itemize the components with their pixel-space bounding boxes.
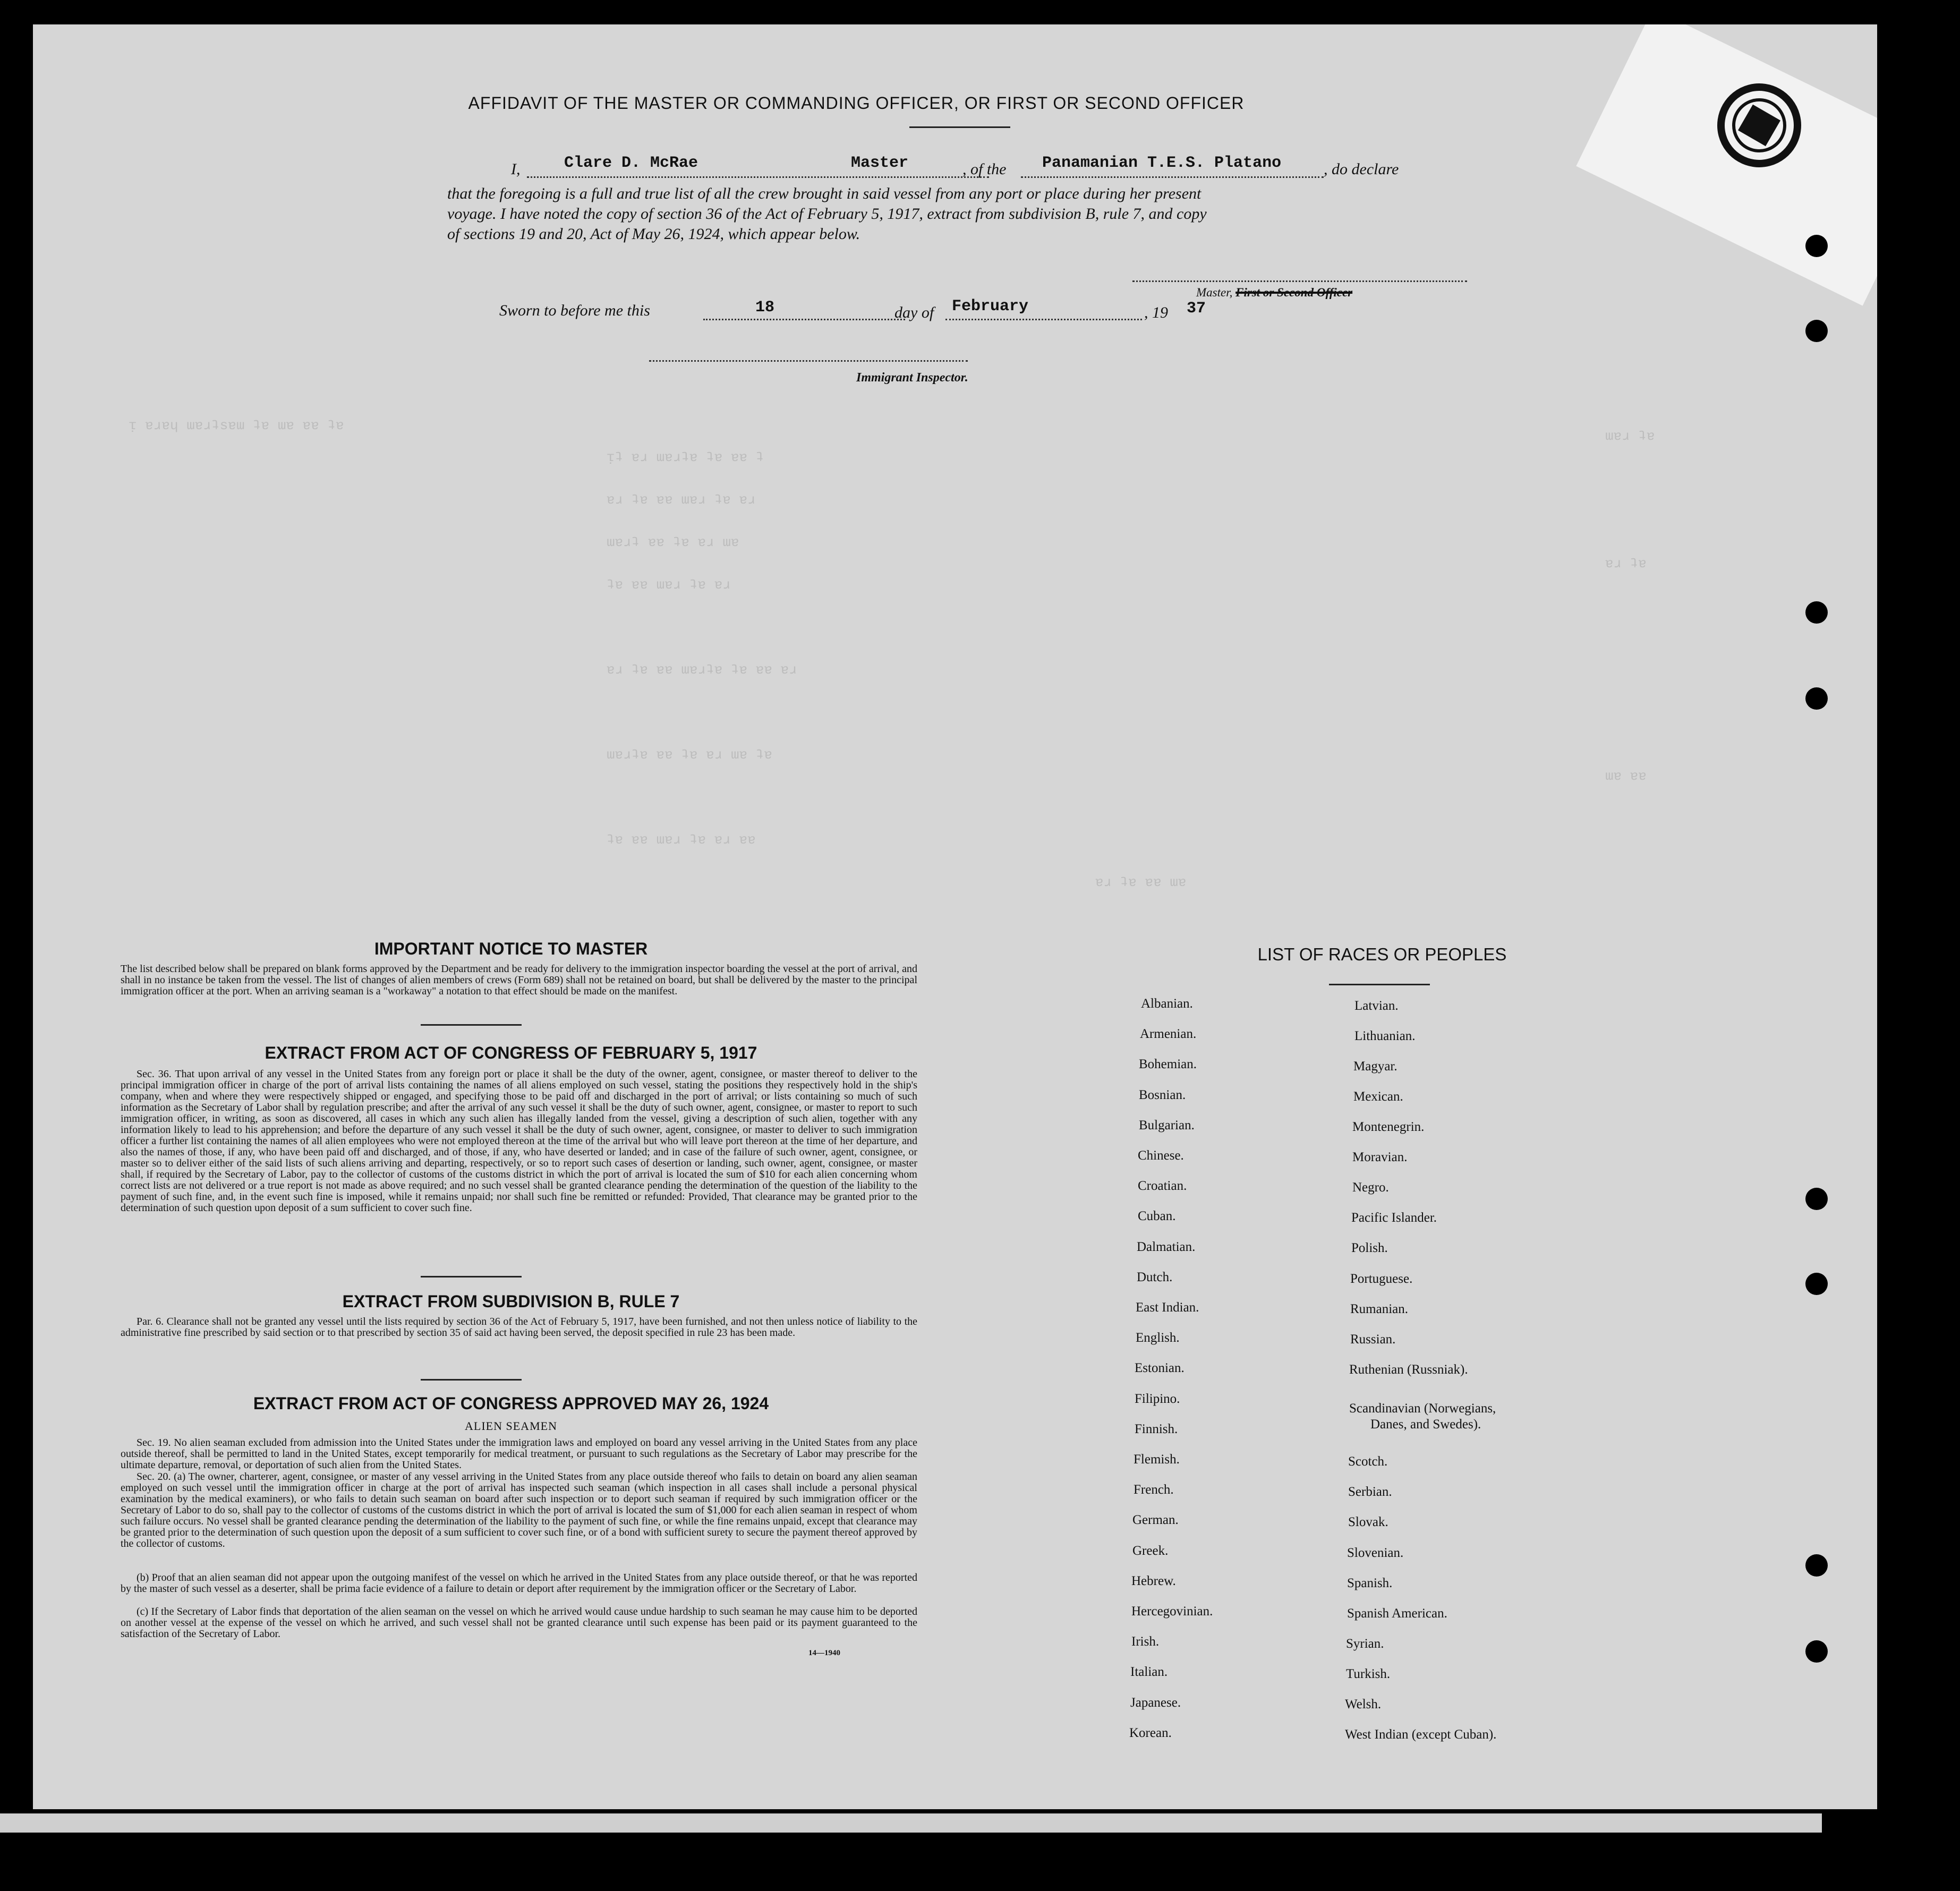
race-item: Slovenian. xyxy=(1347,1546,1404,1560)
race-item: Scotch. xyxy=(1348,1454,1388,1469)
form-code: 14—1940 xyxy=(808,1649,840,1657)
race-item: Flemish. xyxy=(1134,1452,1180,1467)
stamp-seal xyxy=(1706,78,1812,173)
bottom-edge-strip xyxy=(0,1813,1822,1833)
race-item: Mexican. xyxy=(1353,1089,1403,1104)
race-item: German. xyxy=(1132,1513,1179,1527)
race-item: East Indian. xyxy=(1136,1300,1199,1315)
race-item: Spanish American. xyxy=(1347,1606,1447,1621)
extract-1917-divider xyxy=(421,1276,522,1277)
sec20b-text: (b) Proof that an alien seaman did not appear upon the outgoing manifest of the vessel on which he arrived in the United States from any place outside thereof, or that he was reported by the master of such vessel as a deserter, shall be prima facie evidence of a failure to detain or deport after requirement by the immigration officer or the Secretary of Labor. xyxy=(121,1572,917,1595)
rule7-text: Par. 6. Clearance shall not be granted any vessel until the lists required by section 36 of the Act of February 5, 1917, have been furnished, and not then unless notice of liability to the administrative fine prescribed by said section or to that prescribed by section 35 of said act having been served, the deposit specified in rule 23 has been made. xyxy=(121,1316,917,1339)
inspector-caption: Immigrant Inspector. xyxy=(856,371,968,385)
extract-1924-title: EXTRACT FROM ACT OF CONGRESS APPROVED MAY 26, 1924 xyxy=(253,1394,769,1413)
master-name: Clare D. McRae xyxy=(564,154,698,172)
vessel-fill-line xyxy=(1021,176,1324,178)
race-item: Irish. xyxy=(1131,1634,1160,1649)
month-fill-line xyxy=(945,319,1142,320)
race-item: Polish. xyxy=(1351,1241,1388,1255)
race-item: Lithuanian. xyxy=(1354,1029,1416,1043)
race-item: Welsh. xyxy=(1345,1697,1382,1711)
race-item: Turkish. xyxy=(1346,1667,1391,1681)
vessel-name: Panamanian T.E.S. Platano xyxy=(1042,154,1282,172)
race-item: Russian. xyxy=(1350,1332,1396,1347)
rank: Master xyxy=(851,154,909,172)
race-item: Slovak. xyxy=(1348,1515,1388,1529)
document-page: ᴉ ɐɹɐɥ ɯɐɹʇsɐɯ ʇɐ ɯɐ ɐɐ ʇɐ ᴉʇ ɐɹ ɯɐɹʇɐ ʇɐ ɐɐ ʇ ɐɹ ʇɐ ɐɐ ɯɐɹ ʇɐ ɐɹ ɯɐɹʇ ɐɐ ʇɐ ɐɹ ɯɐ ʇɐ ɐɐ ɯɐɹ ʇɐ ɐɹ ɐɹ ʇɐ ɐɐ ɯɐɹʇɐ ʇɐ ɐɐ ɐɹ ɯɐɹʇɐ ɐɐ ʇɐ ɐɹ ɯɐ ʇɐ ʇɐ ɐɐ ɯɐɹ ʇɐ ɐɹ ɐɐ ɐɹ ʇɐ ɐɐ ɯɐ ɯɐɹ ʇɐ ɐɹ ʇɐ ɯɐ ɐɐ AFFIDAVIT OF THE MASTER OR COMMANDING OFFICER, OR FIRST OR SECOND OFFICER I, Clare D. McRae Master , of the Panamanian T.E.S. Platano , do declare that the foregoing is a full and true list of all the crew brought in said vessel from any port or place during her present voyage. I have noted the copy of section 36 of the Act of February 5, 1917, extract from subdivision B, rule 7, and copy of sections 19 and 20, Act of May 26, 1924, which appear below. Master, First or Second Officer Sworn to before me this 18 day of February , 19 37 Immigrant Inspector. IMPORTANT NOTICE TO MASTER The list described below shall be prepared on blank forms approved by the Department and be ready for delivery to the immigration inspector boarding the vessel at the port of arrival, and shall in no instance be taken from the vessel. The list of changes of alien members of crews (Form 689) shall not be retained on board, but shall be delivered by the master to the principal immigration officer at the port. When an arriving seaman is a "workaway" a notation to that effect should be made on the manifest. EXTRACT FROM ACT OF CONGRESS OF FEBRUARY 5, 1917 Sec. 36. That upon arrival of any vessel in the United States from any foreign port or place it shall be the duty of the owner, agent, consignee, or master thereof to deliver to the principal immigration officer in charge of the port of arrival lists containing the names of all aliens employed on such vessel, stating the positions they respectively hold in the ship's company, when and where they were respectively shipped or engaged, and specifying those to be paid off and discharged in the port of arrival; or lists containing so much of such information as the Secretary of Labor shall by regulation prescribe; and after the arrival of any such vessel it shall be the duty of such owner, agent, consignee, or master to report to such immigration officer, in writing, as soon as discovered, all cases in which any such alien has illegally landed from the vessel, giving a description of such alien, together with any information likely to lead to his apprehension; and before the departure of any such vessel it shall be the duty of such owner, agent, consignee, or master to deliver to such immigration officer a further list containing the names of all alien employees who were not employed thereon at the time of the arrival but who will leave port thereon at the time of her departure, and also the names of those, if any, who have been paid off and discharged, and of those, if any, who have deserted or landed; and in case of the failure of such owner, agent, consignee, or master so to deliver either of the said lists of such aliens arriving and departing, respectively, or so to report such cases of desertion or landing, such owner, agent, consignee, or master shall, if required by the Secretary of Labor, pay to the collector of customs of the customs district in which the port of arrival is located the sum of $10 for each alien concerning whom correct lists are not delivered or a true report is not made as above required; and no such vessel shall be granted clearance pending the determination of the question of the liability to the payment of such fine, and, in the event such fine is imposed, while it remains unpaid; nor shall such fine be remitted or refunded: Provided, That clearance may be granted prior to the determination of such question upon deposit of a sum sufficient to cover such fine. EXTRACT FROM SUBDIVISION B, RULE 7 Par. 6. Clearance shall not be granted any vessel until the lists required by section 36 of the Act of February 5, 1917, have been furnished, and not then unless notice of liability to the administrative fine prescribed by said section or to that prescribed by section 35 of said act having been served, the deposit specified in rule 23 has been made. EXTRACT FROM ACT OF CONGRESS APPROVED MAY 26, 1924 ALIEN SEAMEN Sec. 19. No alien seaman excluded from admission into the United States under the immigration laws and employed on board any vessel arriving in the United States from any place outside thereof, shall be permitted to land in the United States, except temporarily for medical treatment, or pursuant to such regulations as the Secretary of Labor may prescribe for the ultimate departure, removal, or deportation of such alien from the United States. Sec. 20. (a) The owner, charterer, agent, consignee, or master of any vessel arriving in the United States from any place outside thereof who fails to detain on board any alien seaman employed on such vessel until the immigration officer in charge at the port of arrival has inspected such seaman (which inspection in all cases shall include a personal physical examination by the medical examiners), or who fails to detain such seaman on board after such inspection or to deport such seaman if required by such immigration officer or the Secretary of Labor to do so, shall pay to the collector of customs of the customs district in which the port of arrival is located the sum of $1,000 for each alien seaman in respect of whom such failure occurs. No vessel shall be granted clearance pending the determination of the liability to the payment of such fine, or while the fine remains unpaid, except that clearance may be granted prior to the determination of such question upon the deposit of a sum sufficient to cover such fine, or of a bond with sufficient surety to secure the payment thereof approved by the collector of customs. (b) Proof that an alien seaman did not appear upon the outgoing manifest of the vessel on which he arrived in the United States from any place outside thereof, or that he was reported by the master of such vessel as a deserter, shall be prima facie evidence of a failure to detain or deport after requirement by the immigration officer or the Secretary of Labor. (c) If the Secretary of Labor finds that deportation of the alien seaman on the vessel on which he arrived would cause undue hardship to such seaman he may cause him to be deported on another vessel at the expense of the vessel on which he arrived, and such vessel shall not be granted clearance until such expense has been paid or its payment guaranteed to the satisfaction of the Secretary of Labor. 14—1940 LIST OF RACES OR PEOPLES Albanian. Armenian. Bohemian. Bosnian. Bulgarian. Chinese. Croatian. Cuban. Dalmatian. Dutch. East Indian. English. Estonian. Filipino. Finnish. Flemish. French. German. Greek. Hebrew. Hercegovinian. Irish. Italian. Japanese. Korean. Latvian. Lithuanian. Magyar. Mexican. Montenegrin. Moravian. Negro. Pacific Islander. Polish. Portuguese. Rumanian. Russian. Ruthenian (Russniak). Scandinavian (Norwegians, Danes, and Swedes). Scotch. Serbian. Slovak. Slovenian. Spanish. Spanish American. Syrian. Turkish. Welsh. West Indian (except Cuban). xyxy=(33,24,1877,1809)
race-item: Korean. xyxy=(1129,1726,1172,1740)
race-item: Dutch. xyxy=(1137,1270,1173,1284)
sworn-label: Sworn to before me this xyxy=(499,302,650,319)
race-item: English. xyxy=(1136,1331,1180,1345)
race-item: Spanish. xyxy=(1347,1576,1393,1590)
alien-seamen-subtitle: ALIEN SEAMEN xyxy=(465,1419,557,1433)
race-item: Japanese. xyxy=(1130,1696,1181,1710)
of-the-label: , of the xyxy=(962,160,1007,178)
sec20a-text: Sec. 20. (a) The owner, charterer, agent, consignee, or master of any vessel arriving in the United States from any place outside thereof who fails to detain on board any alien seaman employed on such vessel until the immigration officer in charge at the port of arrival has inspected such seaman (which inspection in all cases shall include a personal physical examination by the medical examiners), or who fails to detain such seaman on board after such inspection or to deport such seaman if required by such immigration officer or the Secretary of Labor to do so, shall pay to the collector of customs of the customs district in which the port of arrival is located the sum of $1,000 for each alien seaman in respect of whom such failure occurs. No vessel shall be granted clearance pending the determination of the liability to the payment of such fine, or while the fine remains unpaid, except that clearance may be granted prior to the determination of such question upon the deposit of a sum sufficient to cover such fine, or of a bond with sufficient surety to secure the payment thereof approved by the collector of customs. xyxy=(121,1471,917,1549)
race-item: Filipino. xyxy=(1135,1392,1180,1406)
inspector-signature-line xyxy=(649,360,968,362)
year-suffix: 37 xyxy=(1187,300,1206,318)
sec19-text: Sec. 19. No alien seaman excluded from admission into the United States under the immigration laws and employed on board any vessel arriving in the United States from any place outside thereof, shall be permitted to land in the United States, except temporarily for medical treatment, or pursuant to such regulations as the Secretary of Labor may prescribe for the ultimate departure, removal, or deportation of such alien from the United States. xyxy=(121,1437,917,1471)
sworn-day: 18 xyxy=(755,299,775,317)
sworn-month: February xyxy=(952,297,1029,316)
race-item: Chinese. xyxy=(1138,1148,1184,1163)
race-item: Danes, and Swedes). xyxy=(1370,1417,1481,1432)
races-divider xyxy=(1329,984,1430,985)
race-item: Montenegrin. xyxy=(1352,1120,1425,1134)
race-item: Armenian. xyxy=(1140,1027,1197,1041)
race-item: Bohemian. xyxy=(1139,1057,1197,1071)
year-prefix: , 19 xyxy=(1144,304,1168,321)
race-item: Hercegovinian. xyxy=(1131,1604,1213,1619)
rule7-title: EXTRACT FROM SUBDIVISION B, RULE 7 xyxy=(342,1292,680,1311)
affidavit-body: that the foregoing is a full and true list of all the crew brought in said vessel from any port or place during her present voyage. I have noted the copy of section 36 of the Act of February 5, 1917, extract from subdivision B, rule 7, and copy of sections 19 and 20, Act of May 26, 1924, which appear below. xyxy=(447,185,1207,243)
title-divider xyxy=(909,126,1010,128)
signature-caption: Master, First or Second Officer xyxy=(1196,286,1353,299)
race-item: Negro. xyxy=(1352,1180,1389,1195)
signature-line xyxy=(1132,280,1467,282)
struck-officer-title: First or Second Officer xyxy=(1235,286,1353,299)
race-item: Portuguese. xyxy=(1350,1272,1413,1286)
race-item: Finnish. xyxy=(1135,1422,1178,1436)
race-item: Pacific Islander. xyxy=(1351,1211,1437,1225)
notice-text: The list described below shall be prepared on blank forms approved by the Department and be ready for delivery to the immigration inspector boarding the vessel at the port of arrival, and shall in no instance be taken from the vessel. The list of changes of alien members of crews (Form 689) shall not be retained on board, but shall be delivered by the master to the principal immigration officer at the port. When an arriving seaman is a "workaway" a notation to that effect should be made on the manifest. xyxy=(121,963,917,997)
races-title: LIST OF RACES OR PEOPLES xyxy=(1257,944,1507,964)
race-item: West Indian (except Cuban). xyxy=(1345,1727,1497,1742)
day-fill-line xyxy=(703,319,905,320)
race-item: Moravian. xyxy=(1352,1150,1408,1164)
extract-1917-text: Sec. 36. That upon arrival of any vessel in the United States from any foreign port or place it shall be the duty of the owner, agent, consignee, or master thereof to deliver to the principal immigration officer in charge of the port of arrival lists containing the names of all aliens employed on such vessel, stating the positions they respectively hold in the ship's company, when and where they were respectively shipped or engaged, and specifying those to be paid off and discharged in the port of arrival; or lists containing so much of such information as the Secretary of Labor shall by regulation prescribe; and after the arrival of any such vessel it shall be the duty of such owner, agent, consignee, or master to report to such immigration officer, in writing, as soon as discovered, all cases in which any such alien has illegally landed from the vessel, giving a description of such alien, together with any information likely to lead to his apprehension; and before the departure of any such vessel it shall be the duty of such owner, agent, consignee, or master to deliver to such immigration officer a further list containing the names of all alien employees who were not employed thereon at the time of the arrival but who will leave port thereon at the time of her departure, and also the names of those, if any, who have been paid off and discharged, and of those, if any, who have deserted or landed; and in case of the failure of such owner, agent, consignee, or master so to deliver either of the said lists of such aliens arriving and departing, respectively, or so to report such cases of desertion or landing, such owner, agent, consignee, or master shall, if required by the Secretary of Labor, pay to the collector of customs of the customs district in which the port of arrival is located the sum of $10 for each alien concerning whom correct lists are not delivered or a true report is not made as above required; and no such vessel shall be granted clearance pending the determination of the question of the liability to the payment of such fine, and, in the event such fine is imposed, while it remains unpaid; nor shall such fine be remitted or refunded: Provided, That clearance may be granted prior to the determination of such question upon deposit of a sum sufficient to cover such fine. xyxy=(121,1068,917,1214)
race-item: Italian. xyxy=(1130,1665,1168,1679)
race-item: Greek. xyxy=(1132,1544,1169,1558)
race-item: Albanian. xyxy=(1141,996,1193,1011)
race-item: Cuban. xyxy=(1138,1209,1176,1223)
race-item: Croatian. xyxy=(1138,1179,1187,1193)
race-item: Ruthenian (Russniak). xyxy=(1349,1362,1468,1377)
race-item: Bulgarian. xyxy=(1139,1118,1195,1132)
race-item: Syrian. xyxy=(1346,1637,1384,1651)
race-item: Estonian. xyxy=(1135,1361,1184,1375)
day-of-label: day of xyxy=(894,304,934,321)
race-item: Scandinavian (Norwegians, xyxy=(1349,1401,1496,1416)
declare-label: , do declare xyxy=(1324,160,1399,178)
name-fill-line xyxy=(527,176,989,178)
race-item: Dalmatian. xyxy=(1137,1240,1196,1254)
race-item: Latvian. xyxy=(1354,999,1399,1013)
race-item: French. xyxy=(1134,1483,1174,1497)
extract-1917-title: EXTRACT FROM ACT OF CONGRESS OF FEBRUARY 5, 1917 xyxy=(265,1043,757,1062)
race-item: Serbian. xyxy=(1348,1485,1392,1499)
race-item: Magyar. xyxy=(1353,1059,1397,1074)
race-item: Hebrew. xyxy=(1131,1574,1176,1588)
race-item: Bosnian. xyxy=(1139,1088,1186,1102)
race-item: Rumanian. xyxy=(1350,1302,1409,1316)
notice-title: IMPORTANT NOTICE TO MASTER xyxy=(374,939,648,958)
sec20c-text: (c) If the Secretary of Labor finds that deportation of the alien seaman on the vessel on which he arrived would cause undue hardship to such seaman he may cause him to be deported on another vessel at the expense of the vessel on which he arrived, and such vessel shall not be granted clearance until such expense has been paid or its payment guaranteed to the satisfaction of the Secretary of Labor. xyxy=(121,1606,917,1640)
notice-divider xyxy=(421,1024,522,1026)
i-label: I, xyxy=(511,160,521,178)
affidavit-title: AFFIDAVIT OF THE MASTER OR COMMANDING OFFICER, OR FIRST OR SECOND OFFICER xyxy=(468,93,1245,113)
rule7-divider xyxy=(421,1379,522,1381)
